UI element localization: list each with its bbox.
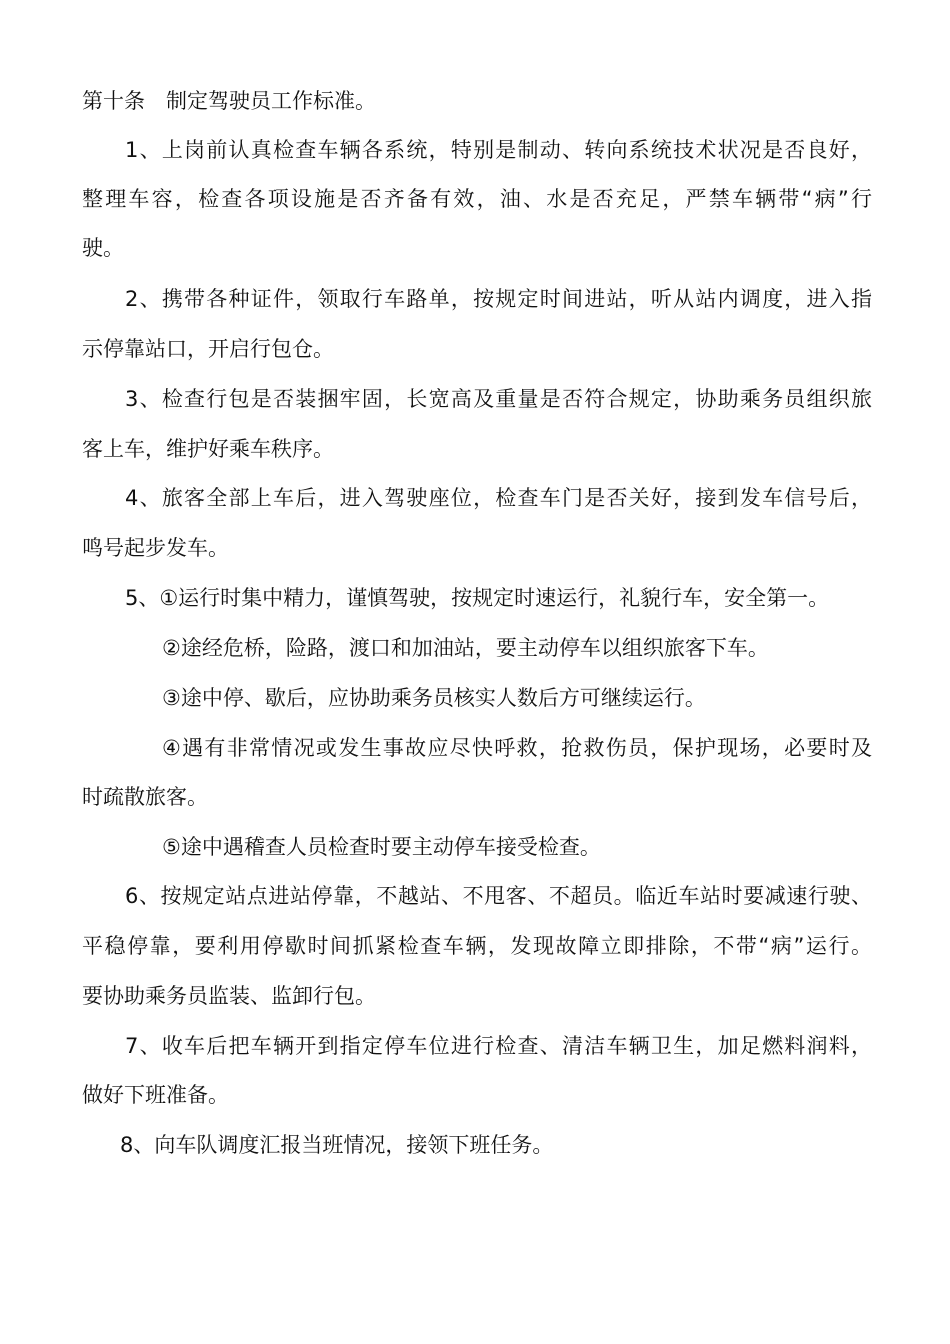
item-5-sub-3: ③途中停、歇后，应协助乘务员核实人数后方可继续运行。 [162, 686, 706, 710]
item-5-sub-4-line-1: ④遇有非常情况或发生事故应尽快呼救，抢救伤员，保护现场，必要时及 [162, 736, 872, 760]
item-2-line-2: 示停靠站口，开启行包仓。 [82, 337, 334, 361]
item-4-line-1: 4、旅客全部上车后，进入驾驶座位，检查车门是否关好，接到发车信号后， [125, 486, 872, 510]
item-5-sub-5: ⑤途中遇稽查人员检查时要主动停车接受检查。 [162, 835, 601, 859]
item-1-line-1: 1、上岗前认真检查车辆各系统，特别是制动、转向系统技术状况是否良好， [125, 138, 872, 162]
item-7-line-2: 做好下班准备。 [82, 1083, 229, 1107]
item-5-sub-4-line-2: 时疏散旅客。 [82, 785, 208, 809]
item-3-line-1: 3、检查行包是否装捆牢固，长宽高及重量是否符合规定，协助乘务员组织旅 [125, 387, 872, 411]
item-1-line-2: 整理车容，检查各项设施是否齐备有效，油、水是否充足，严禁车辆带“病”行 [82, 187, 872, 211]
item-1-line-3: 驶。 [82, 236, 124, 260]
item-6-line-1: 6、按规定站点进站停靠，不越站、不甩客、不超员。临近车站时要减速行驶、 [125, 884, 872, 908]
item-7-line-1: 7、收车后把车辆开到指定停车位进行检查、清洁车辆卫生，加足燃料润料， [125, 1034, 872, 1058]
item-4-line-2: 鸣号起步发车。 [82, 536, 229, 560]
article-heading: 第十条 制定驾驶员工作标准。 [82, 89, 376, 113]
item-2-line-1: 2、携带各种证件，领取行车路单，按规定时间进站，听从站内调度，进入指 [125, 287, 872, 311]
item-6-line-2: 平稳停靠，要利用停歇时间抓紧检查车辆，发现故障立即排除，不带“病”运行。 [82, 934, 872, 958]
item-8-line-1: 8、向车队调度汇报当班情况，接领下班任务。 [120, 1133, 554, 1157]
item-5-sub-2: ②途经危桥，险路，渡口和加油站，要主动停车以组织旅客下车。 [162, 636, 769, 660]
item-3-line-2: 客上车，维护好乘车秩序。 [82, 437, 334, 461]
item-6-line-3: 要协助乘务员监装、监卸行包。 [82, 984, 376, 1008]
item-5-line-1: 5、①运行时集中精力，谨慎驾驶，按规定时速运行，礼貌行车，安全第一。 [125, 586, 830, 610]
